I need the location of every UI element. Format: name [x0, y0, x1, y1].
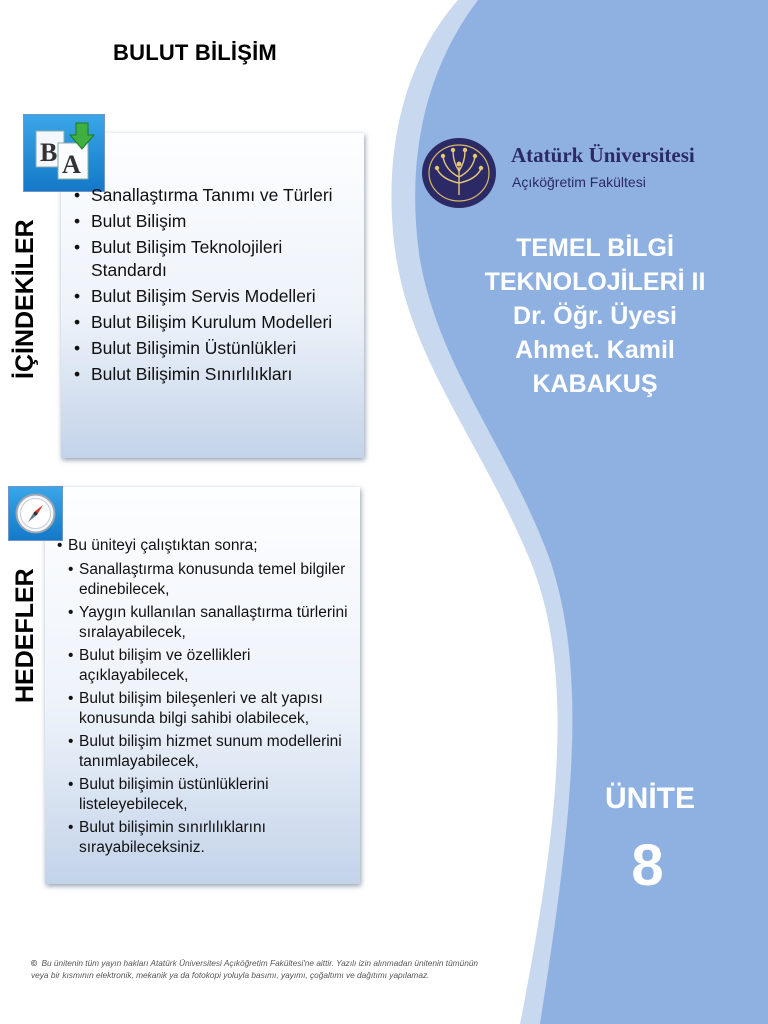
goal-item: • Bulut bilişimin sınırlılıklarını sırayabileceksiniz.	[68, 818, 358, 858]
goal-item: • Sanallaştırma konusunda temel bilgiler edinebilecek,	[68, 560, 358, 600]
university-name: Atatürk Üniversitesi	[511, 143, 695, 167]
course-line: TEKNOLOJİLERİ II	[484, 268, 706, 296]
svg-text:A: A	[62, 150, 81, 179]
faculty-name: Açıköğretim Fakültesi	[512, 174, 646, 190]
course-line: Ahmet. Kamil	[515, 336, 675, 364]
svg-text:B: B	[40, 138, 58, 167]
contents-list	[72, 184, 362, 389]
contents-item: • Bulut Bilişimin Üstünlükleri	[72, 337, 362, 360]
contents-item: • Bulut Bilişim	[72, 210, 362, 233]
goals-intro: • Bu üniteyi çalıştıktan sonra;	[57, 537, 258, 555]
goals-list	[68, 560, 358, 861]
goal-item: • Yaygın kullanılan sanallaştırma türlerini sıralayabilecek,	[68, 603, 358, 643]
goal-item: • Bulut bilişim hizmet sunum modellerini tanımlayabilecek,	[68, 732, 358, 772]
course-info	[455, 231, 735, 401]
course-line: TEMEL BİLGİ	[516, 234, 674, 262]
goal-item: • Bulut bilişim ve özellikleri açıklayabilecek,	[68, 646, 358, 686]
contents-item: • Bulut Bilişimin Sınırlılıkları	[72, 363, 362, 386]
goal-item: • Bulut bilişim bileşenleri ve alt yapısı konusunda bilgi sahibi olabilecek,	[68, 689, 358, 729]
contents-item: • Sanallaştırma Tanımı ve Türleri	[72, 184, 362, 207]
goal-item: • Bulut bilişimin üstünlüklerini listeleyebilecek,	[68, 775, 358, 815]
goals-side-label: HEDEFLER	[11, 568, 39, 703]
course-line: KABAKUŞ	[532, 370, 658, 398]
document-title: BULUT BİLİŞİM	[113, 40, 277, 65]
text-replace-icon	[23, 114, 105, 192]
copyright-text: Bu ünitenin tüm yayın hakları Atatürk Üniversitesi Açıköğretim Fakültesi'ne aittir. Yazılı izin alınmadan ünitenin tümünün veya bir kısmının elektronik, mekanik ya da fotokopi yoluyla basımı, yayımı, çoğaltımı ve dağıtımı yapılamaz.	[31, 958, 479, 980]
copyright-symbol: ©	[31, 958, 38, 968]
contents-item: • Bulut Bilişim Servis Modelleri	[72, 285, 362, 308]
contents-side-label: İÇİNDEKİLER	[11, 219, 39, 379]
contents-item: • Bulut Bilişim Kurulum Modelleri	[72, 311, 362, 334]
compass-icon	[8, 486, 63, 541]
unit-number: 8	[631, 833, 664, 898]
contents-item: • Bulut Bilişim Teknolojileri Standardı	[72, 236, 362, 282]
unit-label: ÜNİTE	[605, 782, 695, 815]
course-line: Dr. Öğr. Üyesi	[513, 302, 677, 330]
university-emblem-icon	[421, 137, 497, 209]
copyright-notice	[31, 957, 491, 981]
